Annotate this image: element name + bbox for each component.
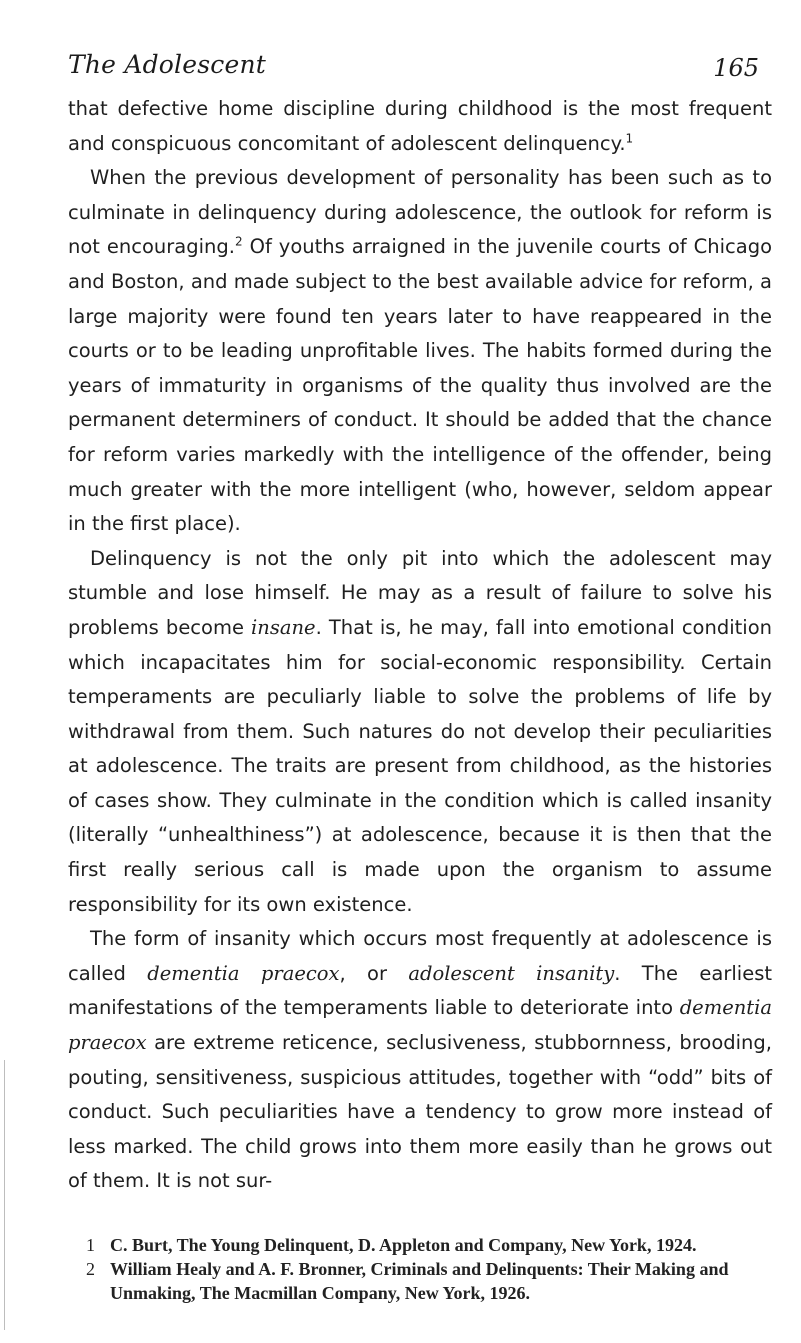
paragraph-text: Delinquency is not the only pit into which the adolescent may stumble and lose himself. He may as a result of failure to solve his problems become <box>68 546 772 639</box>
footnote <box>86 1257 776 1305</box>
footnote-text: C. Burt, The Young Delinquent, D. Appleton and Company, New York, 1924. <box>110 1235 697 1255</box>
page-header <box>68 50 767 90</box>
italic-term: insane <box>251 615 316 639</box>
paragraph-text: Of youths arraigned in the juvenile courts of Chicago and Boston, and made subject to the best available advice for reform, a large majority were found ten years later to have reappeared in the courts or to be leading unprofitable lives. The habits formed during the years of immaturity in organisms of the quality thus involved are the permanent determiners of conduct. It should be added that the chance for reform varies markedly with the intelligence of the offender, being much greater with the more intelligent (who, however, seldom appear in the first place). <box>68 235 772 536</box>
paragraph-text: that defective home discipline during childhood is the most frequent and conspicuous concomitant of adolescent delinquency. <box>68 97 772 155</box>
paragraph-text: . That is, he may, fall into emotional condition which incapacitates him for social-economic responsibility. Certain temperaments are peculiarly liable to solve the problems of life by withdrawal from them. Such natures do not develop their peculiarities at adolescence. The traits are present from childhood, as the histories of cases show. They culminate in the condition which is called insanity (literally “unhealthiness”) at adolescence, because it is then that the first really serious call is made upon the organism to assume responsibility for its own existence. <box>68 615 772 916</box>
body-text <box>68 92 772 1199</box>
paragraph-text: . The earliest manifestations of the temperaments liable to deteriorate into <box>68 961 772 1020</box>
running-head: The Adolescent <box>68 50 266 79</box>
paragraph-text: , or <box>339 961 409 985</box>
paragraph-text: The form of insanity which occurs most frequently at adolescence is called <box>68 927 772 985</box>
paragraph <box>68 922 772 1199</box>
paragraph <box>68 161 772 542</box>
italic-term: dementia praecox <box>147 961 340 985</box>
paragraph-text: are extreme reticence, seclusiveness, stubbornness, brooding, pouting, sensitiveness, suspicious attitudes, together with “odd” bits of conduct. Such peculiarities have a tendency to grow more instead of less marked. The child grows into them more easily than he grows out of them. It is not sur- <box>68 1031 772 1193</box>
footnote-text: William Healy and A. F. Bronner, Criminals and Delinquents: Their Making and Unmaking, The Macmillan Company, New York, 1926. <box>110 1259 729 1303</box>
paragraph-text: When the previous development of personality has been such as to culminate in delinquency during adolescence, the outlook for reform is not encouraging. <box>68 166 772 259</box>
italic-term: adolescent insanity <box>408 961 615 985</box>
italic-term: dementia praecox <box>68 996 772 1055</box>
footnote-marker: 2 <box>234 234 243 249</box>
paragraph <box>68 542 772 923</box>
footnote-number: 1 <box>86 1235 95 1255</box>
footnotes <box>86 1233 776 1305</box>
paragraph <box>68 92 772 161</box>
page-number: 165 <box>713 54 759 82</box>
footnote-marker: 1 <box>625 131 634 146</box>
footnote <box>86 1233 776 1257</box>
footnote-number: 2 <box>86 1259 95 1279</box>
scan-edge-line <box>4 1060 5 1330</box>
